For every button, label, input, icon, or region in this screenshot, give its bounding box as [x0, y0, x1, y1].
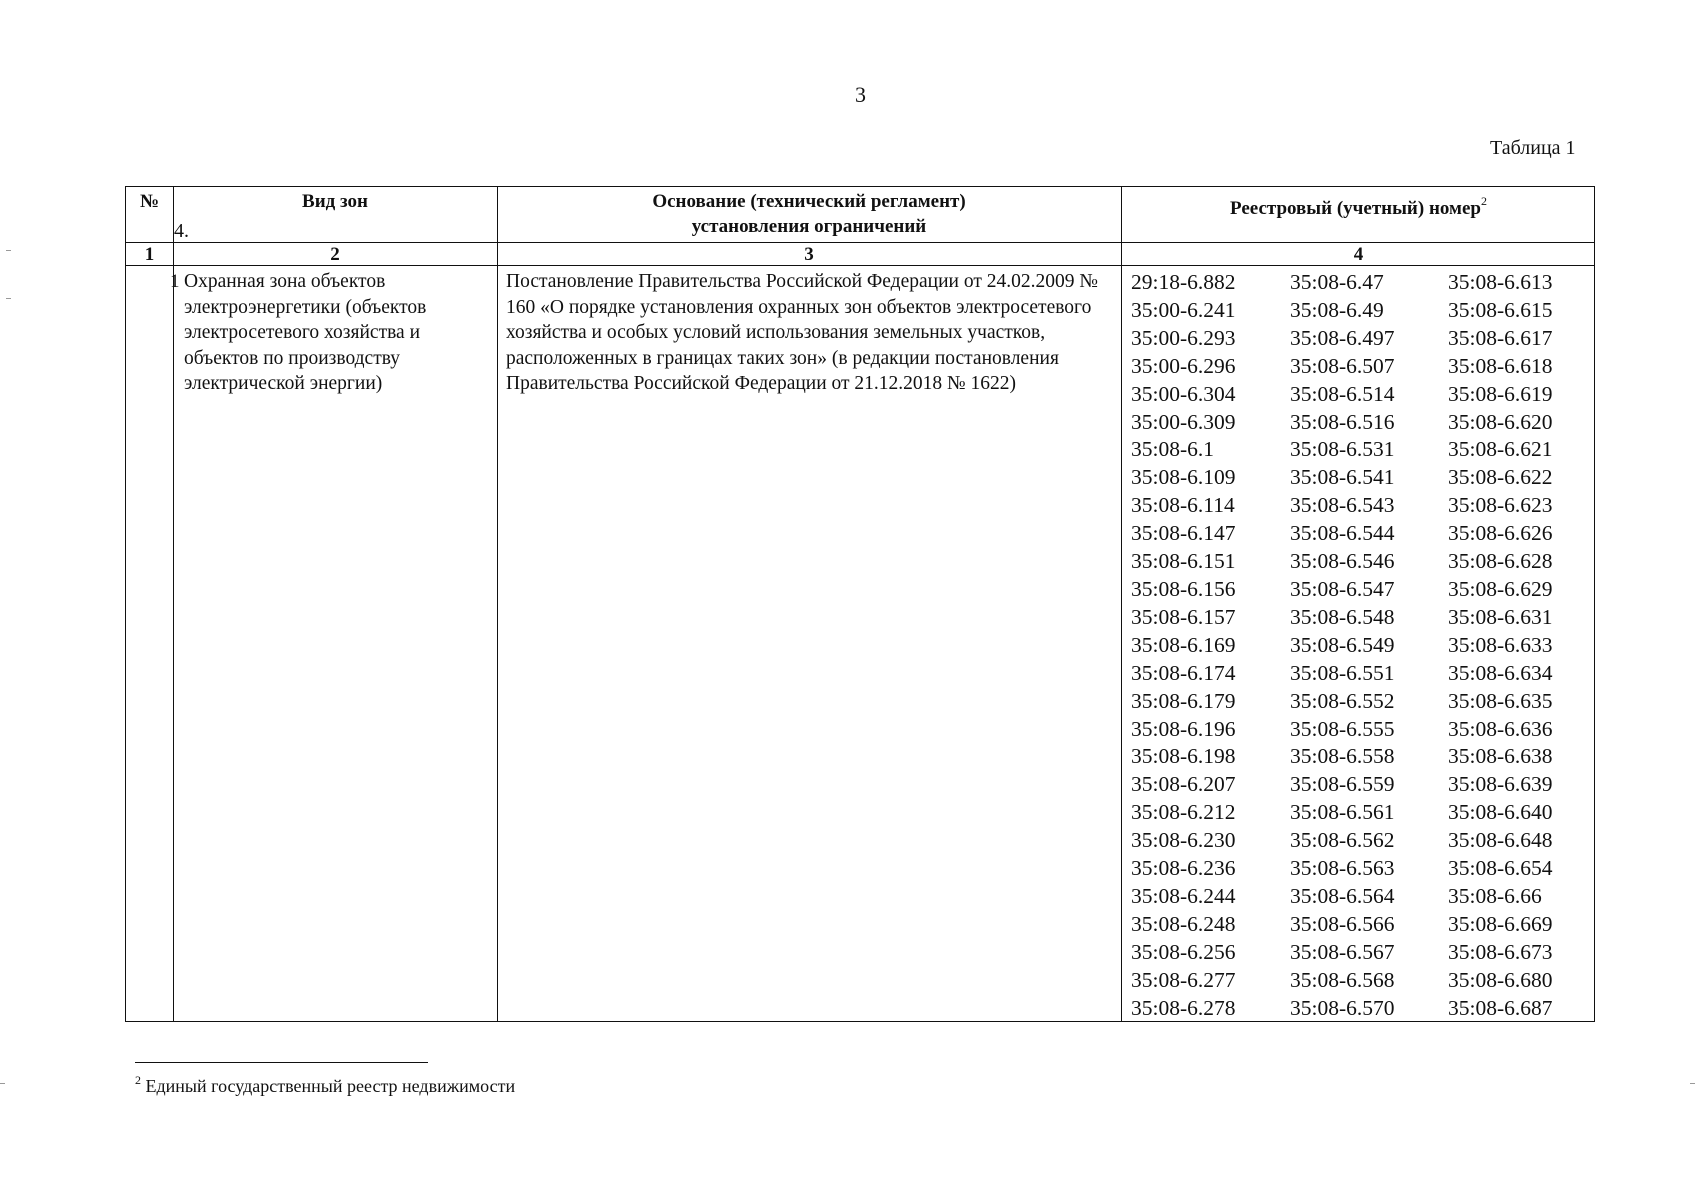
registry-column-3	[1448, 269, 1553, 1022]
registry-number: 35:00-6.309	[1131, 409, 1236, 434]
registry-number: 35:08-6.640	[1448, 800, 1553, 825]
registry-number: 35:08-6.66	[1448, 883, 1542, 908]
registry-number: 35:08-6.544	[1290, 521, 1395, 546]
header-no: №	[139, 191, 160, 212]
registry-number: 35:08-6.169	[1131, 632, 1236, 657]
stray-mark: 4.	[174, 220, 189, 242]
registry-number: 35:08-6.174	[1131, 660, 1236, 685]
table-caption: Таблица 1	[1490, 137, 1576, 159]
basis-cell: Постановление Правительства Российской Федерации от 24.02.2009 № 160 «О порядке установления охранных зон объектов электросетевого хозяйства и особых условий использования земельных участков, расположенных в границах таких зон» (в редакции постановления Правительства Российской Федерации от 21.12.2018 № 1622)	[506, 271, 1098, 394]
registry-column-1	[1131, 269, 1236, 1022]
registry-number: 35:08-6.1	[1131, 437, 1215, 462]
column-number: 3	[804, 244, 814, 265]
registry-number: 35:08-6.639	[1448, 772, 1553, 797]
column-divider	[497, 187, 498, 1021]
registry-number: 35:08-6.628	[1448, 549, 1553, 574]
column-number: 2	[330, 244, 340, 265]
registry-number: 35:08-6.567	[1290, 939, 1395, 964]
registry-number: 35:08-6.230	[1131, 828, 1236, 853]
registry-number: 35:08-6.564	[1290, 883, 1395, 908]
registry-number: 35:08-6.618	[1448, 353, 1553, 378]
scan-edge-mark	[6, 298, 11, 299]
column-number: 4	[1353, 244, 1364, 265]
column-divider	[173, 187, 174, 1021]
registry-number: 35:08-6.626	[1448, 521, 1553, 546]
registry-number: 35:08-6.207	[1131, 772, 1236, 797]
registry-number: 35:08-6.156	[1131, 576, 1236, 601]
registry-number: 35:08-6.196	[1131, 716, 1236, 741]
registry-number: 35:08-6.109	[1131, 465, 1236, 490]
registry-number: 35:08-6.497	[1290, 325, 1395, 350]
registry-number: 35:08-6.638	[1448, 744, 1553, 769]
registry-number: 35:08-6.516	[1290, 409, 1395, 434]
registry-number: 29:18-6.882	[1131, 270, 1236, 294]
zone-type-cell: Охранная зона объектов электроэнергетики (объектов электросетевого хозяйства и объектов по производству электрической энергии)	[184, 271, 427, 394]
registry-number: 35:08-6.49	[1290, 297, 1384, 322]
header-basis	[497, 189, 1121, 239]
registry-number: 35:08-6.633	[1448, 632, 1553, 657]
registry-column-2	[1290, 269, 1395, 1022]
registry-number: 35:08-6.623	[1448, 493, 1553, 518]
registry-number: 35:08-6.687	[1448, 995, 1553, 1020]
header-registry	[1121, 189, 1596, 221]
registry-number: 35:08-6.568	[1290, 967, 1395, 992]
footnote-text: Единый государственный реестр недвижимости	[145, 1076, 516, 1096]
registry-number: 35:08-6.543	[1290, 493, 1395, 518]
registry-number: 35:08-6.622	[1448, 465, 1553, 490]
registry-number: 35:08-6.256	[1131, 939, 1236, 964]
registry-number: 35:08-6.634	[1448, 660, 1553, 685]
registry-number: 35:08-6.620	[1448, 409, 1553, 434]
registry-number: 35:08-6.531	[1290, 437, 1395, 462]
registry-number: 35:08-6.277	[1131, 967, 1236, 992]
registry-number: 35:08-6.555	[1290, 716, 1395, 741]
registry-number: 35:08-6.244	[1131, 883, 1236, 908]
registry-number: 35:08-6.635	[1448, 688, 1553, 713]
scan-edge-mark	[0, 1083, 5, 1084]
registry-number: 35:08-6.151	[1131, 549, 1236, 574]
header-basis-line1: Основание (технический регламент)	[652, 191, 966, 212]
registry-number: 35:00-6.304	[1131, 381, 1236, 406]
registry-number: 35:08-6.514	[1290, 381, 1395, 406]
registry-number: 35:08-6.570	[1290, 995, 1395, 1020]
footnote-marker: 2	[135, 1073, 141, 1087]
header-basis-line2: установления ограничений	[691, 216, 927, 237]
registry-number: 35:08-6.47	[1290, 270, 1384, 294]
registry-number: 35:08-6.547	[1290, 576, 1395, 601]
page-number: 3	[855, 82, 866, 107]
row-number: 1	[170, 271, 180, 292]
registry-number: 35:08-6.147	[1131, 521, 1236, 546]
registry-number: 35:08-6.541	[1290, 465, 1395, 490]
registry-number: 35:08-6.551	[1290, 660, 1395, 685]
registry-number: 35:08-6.621	[1448, 437, 1553, 462]
registry-number: 35:08-6.559	[1290, 772, 1395, 797]
registry-number: 35:08-6.669	[1448, 911, 1553, 936]
registry-number: 35:08-6.558	[1290, 744, 1395, 769]
scan-edge-mark	[6, 250, 11, 251]
registry-number: 35:08-6.654	[1448, 856, 1553, 881]
registry-number: 35:08-6.566	[1290, 911, 1395, 936]
header-registry-label: Реестровый (учетный) номер	[1230, 198, 1481, 219]
registry-number: 35:08-6.212	[1131, 800, 1236, 825]
registry-number: 35:08-6.619	[1448, 381, 1553, 406]
registry-number: 35:08-6.552	[1290, 688, 1395, 713]
registry-number: 35:08-6.549	[1290, 632, 1395, 657]
registry-number: 35:08-6.278	[1131, 995, 1236, 1020]
registry-number: 35:08-6.248	[1131, 911, 1236, 936]
registry-number: 35:08-6.680	[1448, 967, 1553, 992]
registry-number: 35:08-6.546	[1290, 549, 1395, 574]
restrictions-table	[125, 186, 1595, 1022]
registry-number: 35:08-6.563	[1290, 856, 1395, 881]
registry-number: 35:08-6.631	[1448, 604, 1553, 629]
registry-number: 35:00-6.293	[1131, 325, 1236, 350]
column-divider	[1121, 187, 1122, 1021]
registry-number: 35:08-6.179	[1131, 688, 1236, 713]
registry-number: 35:08-6.629	[1448, 576, 1553, 601]
registry-number: 35:08-6.561	[1290, 800, 1395, 825]
header-zone-type: Вид зон	[302, 191, 368, 212]
registry-number: 35:08-6.562	[1290, 828, 1395, 853]
column-number: 1	[144, 244, 155, 265]
registry-number: 35:08-6.673	[1448, 939, 1553, 964]
scan-edge-mark	[1690, 1083, 1695, 1084]
registry-number: 35:08-6.157	[1131, 604, 1236, 629]
registry-number: 35:08-6.114	[1131, 493, 1235, 518]
registry-number: 35:08-6.648	[1448, 828, 1553, 853]
registry-number: 35:08-6.548	[1290, 604, 1395, 629]
registry-number: 35:08-6.198	[1131, 744, 1236, 769]
registry-number: 35:08-6.236	[1131, 856, 1236, 881]
footnote	[135, 1073, 515, 1097]
registry-number: 35:08-6.636	[1448, 716, 1553, 741]
footnote-ref: 2	[1480, 194, 1487, 208]
registry-number: 35:00-6.296	[1131, 353, 1236, 378]
registry-number: 35:08-6.613	[1448, 270, 1553, 294]
registry-number: 35:08-6.507	[1290, 353, 1395, 378]
registry-number: 35:00-6.241	[1131, 297, 1236, 322]
registry-number: 35:08-6.617	[1448, 325, 1553, 350]
registry-number: 35:08-6.615	[1448, 297, 1553, 322]
footnote-separator	[135, 1062, 428, 1063]
